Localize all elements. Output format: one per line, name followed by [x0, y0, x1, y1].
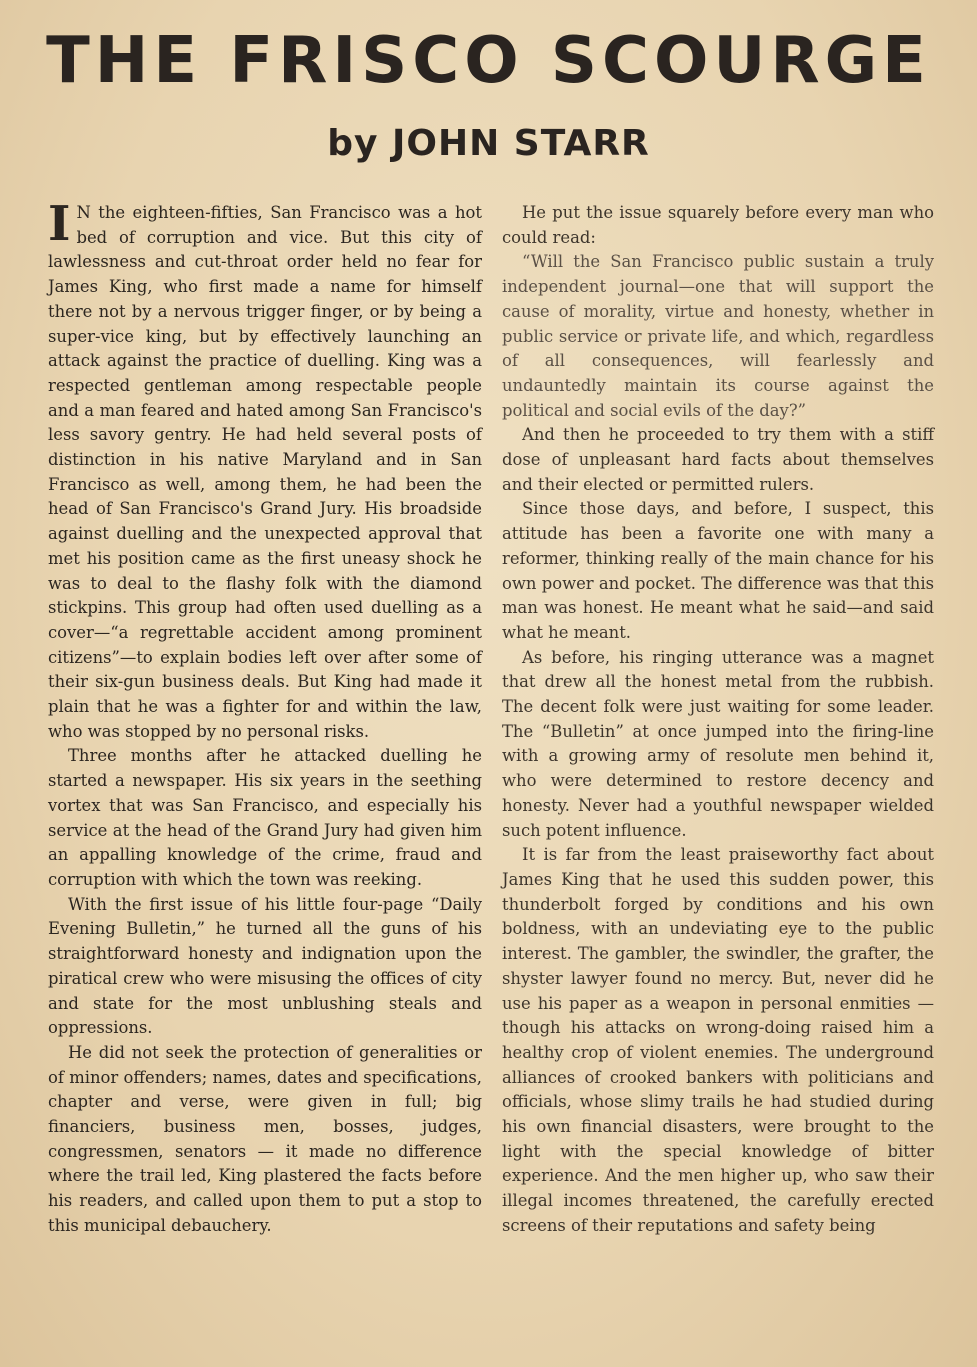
paragraph: With the first issue of his little four-page “Daily Evening Bulletin,” he turned all the guns of his straightforward honesty and indignation upon the piratical crew who were misusing the offices of city and state for the most unblushing steals and oppressions.: [48, 894, 482, 1038]
paragraph: He put the issue squarely before every man who could read:: [502, 203, 934, 247]
article-title: THE FRISCO SCOURGE: [46, 24, 931, 98]
left-column: [48, 196, 482, 1239]
paragraph: As before, his ringing utterance was a magnet that drew all the honest metal from the rubbish. The decent folk were just waiting for some leader. The “Bulletin” at once jumped into the firing-line with a growing army of resolute men behind it, who were determined to restore decency and honesty. Never had a youthful newspaper wielded such potent influence.: [502, 647, 934, 840]
paragraph: It is far from the least praiseworthy fact about James King that he used this sudden power, this thunderbolt forged by conditions and his own boldness, with an undeviating eye to the public interest. The gambler, the swindler, the grafter, the shyster lawyer found no mercy. But, never did he use his paper as a weapon in personal enmities — though his attacks on wrong-doing raised him a healthy crop of violent enemies. The underground alliances of crooked bankers with politicians and officials, whose slimy trails he had studied during his own financial disasters, were brought to the light with the special knowledge of bitter experience. And the men higher up, who saw their illegal incomes threatened, the carefully erected screens of their reputations and safety being: [502, 845, 934, 1235]
paragraph: And then he proceeded to try them with a stiff dose of unpleasant hard facts about themselves and their elected or permitted rulers.: [502, 425, 934, 494]
drop-cap: I: [48, 196, 71, 252]
paragraph: Since those days, and before, I suspect, this attitude has been a favorite one with many a reformer, thinking really of the main chance for his own power and pocket. The difference was that this man was honest. He meant what he said—and said what he meant.: [502, 499, 934, 642]
paragraph-text: N the eighteen-fifties, San Francisco was a hot bed of corruption and vice. But this city of lawlessness and cut-throat order held no fear for James King, who first made a name for himself there not by a nervous trigger finger, or by being a super-vice king, but by effectively launching an attack against the practice of duelling. King was a respected gentleman among respectable people and a man feared and hated among San Francisco's less savory gentry. He had held several posts of distinction in his native Maryland and in San Francisco as well, among them, he had been the head of San Francisco's Grand Jury. His broadside against duelling and the unexpected approval that met his position came as the first uneasy shock he was to deal to the flashy folk with the diamond stickpins. This group had often used duelling as a cover—“a regrettable accident among prominent citizens”—to explain bodies left over after some of their six-gun business deals. But King had made it plain that he was a fighter for and within the law, who was stopped by no personal risks.: [48, 203, 482, 741]
paragraph: [48, 196, 482, 744]
right-column: [502, 201, 934, 1239]
paragraph: Three months after he attacked duelling he started a newspaper. His six years in the seething vortex that was San Francisco, and especially his service at the head of the Grand Jury had given him an appalling knowledge of the crime, fraud and corruption with which the town was reeking.: [48, 746, 482, 889]
article-byline: by JOHN STARR: [327, 123, 650, 164]
quotation-paragraph: “Will the San Francisco public sustain a truly independent journal—one that will support the cause of morality, virtue and honesty, whether in public service or private life, and which, regardless of all consequences, will fearlessly and undauntedly maintain its course against the political and social evils of the day?”: [502, 252, 934, 420]
paragraph: He did not seek the protection of generalities or of minor offenders; names, dates and specifications, chapter and verse, were given in full; big financiers, business men, bosses, judges, congressmen, senators — it made no difference where the trail led, King plastered the facts before his readers, and called upon them to put a stop to this municipal debauchery.: [48, 1042, 482, 1235]
